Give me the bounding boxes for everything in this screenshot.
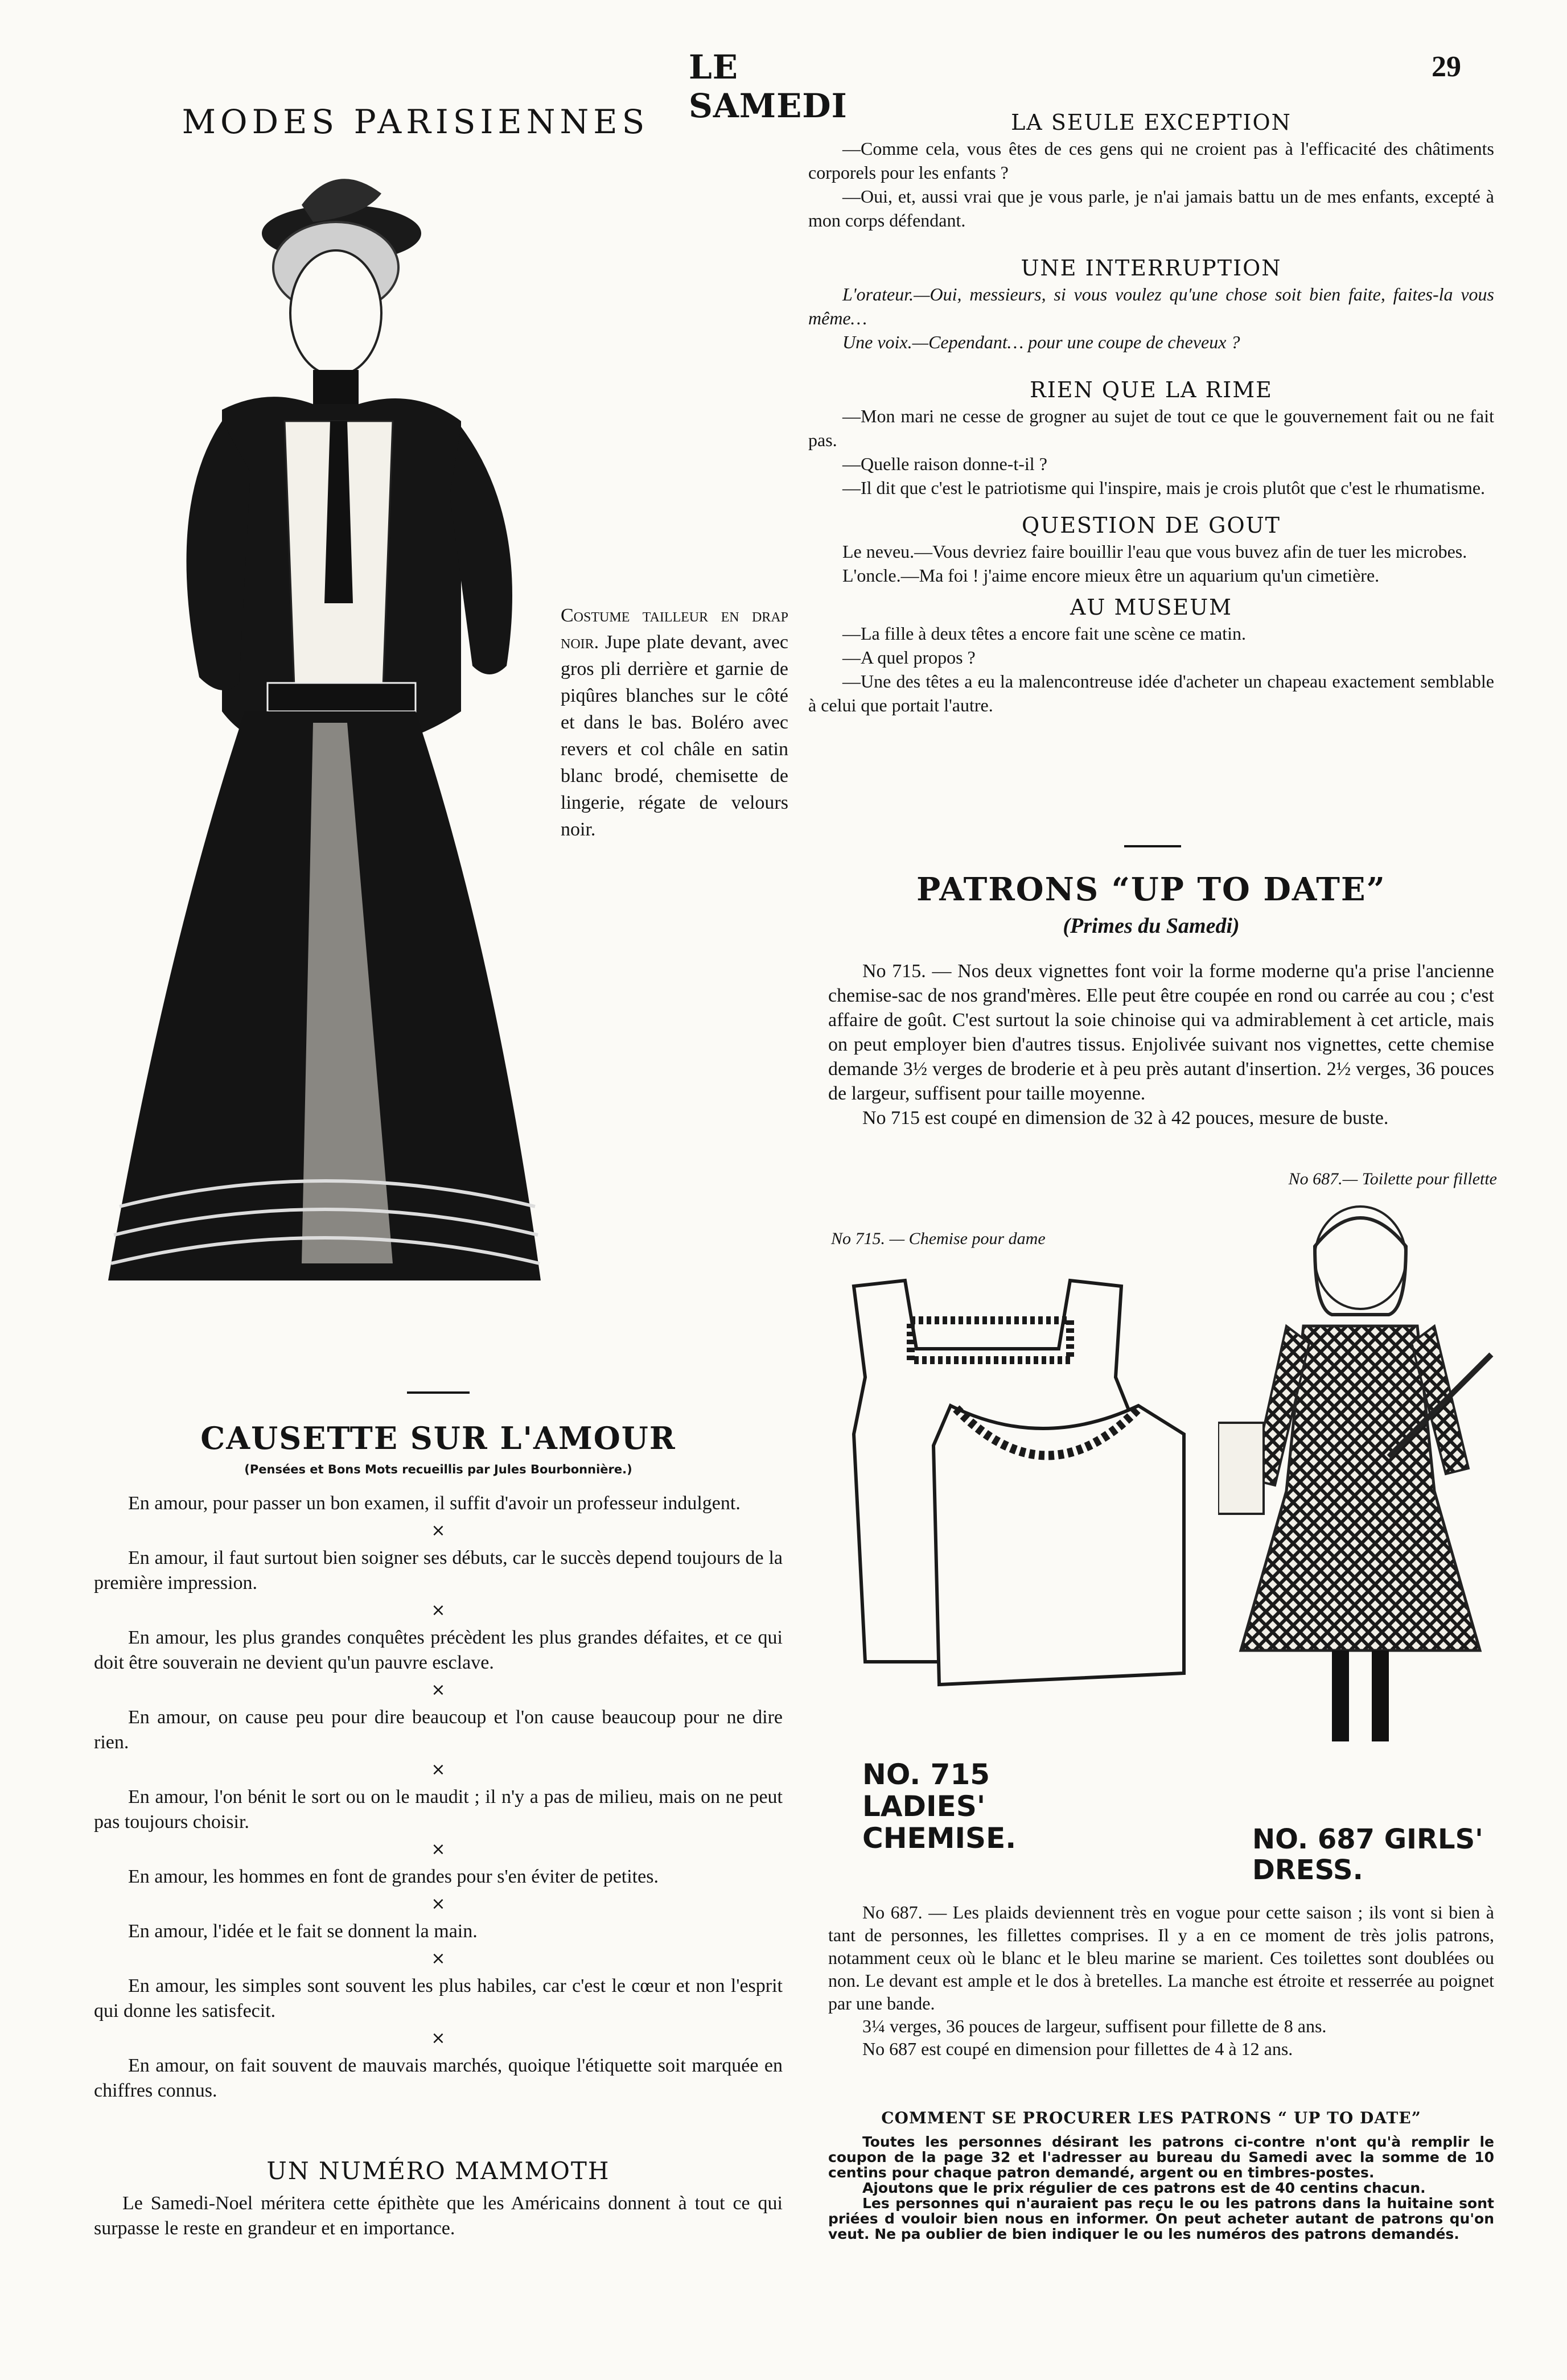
causette-item: En amour, on fait souvent de mauvais marchés, quoique l'étiquette soit marquée en chiffres connus. <box>94 2055 783 2101</box>
order-paragraph: Les personnes qui n'auraient pas reçu le ou les patrons dans la huitaine sont priées d vouloir bien nous en informer. On peut acheter autant de patrons qu'on veut. Ne pa oublier de bien indiquer le ou les numéros des patrons demandés. <box>828 2195 1494 2242</box>
causette-item: En amour, il faut surtout bien soigner ses débuts, car le succès depend toujours de la première impression. <box>94 1547 783 1593</box>
mammoth-title: UN NUMÉRO MAMMOTH <box>266 2157 610 2185</box>
patrons-paragraph: No 715 est coupé en dimension de 32 à 42 pouces, mesure de buste. <box>862 1107 1389 1129</box>
divider-rule <box>1124 845 1181 847</box>
label-687: NO. 687 GIRLS' DRESS. <box>1252 1823 1483 1886</box>
causette-item: En amour, pour passer un bon examen, il suffit d'avoir un professeur indulgent. <box>128 1493 741 1514</box>
caption-687: No 687.— Toilette pour fillette <box>1288 1170 1497 1188</box>
causette-item: En amour, l'on bénit le sort ou on le maudit ; il n'y a pas de milieu, mais on ne peut pas toujours choisir. <box>94 1786 783 1833</box>
joke-title: RIEN QUE LA RIME <box>1030 377 1273 402</box>
joke-section <box>808 376 1494 500</box>
causette-item: En amour, on cause peu pour dire beaucoup et l'on cause beaucoup pour ne dire rien. <box>94 1707 783 1753</box>
divider-rule <box>407 1391 470 1394</box>
joke-section <box>808 108 1494 232</box>
causette-body <box>94 1491 783 2103</box>
patrons-text-687 <box>828 1901 1494 2060</box>
section-title-modes: MODES PARISIENNES <box>182 102 649 141</box>
joke-paragraph: Le neveu.—Vous devriez faire bouillir l'eau que vous buvez afin de tuer les microbes. <box>842 541 1467 562</box>
fashion-illustration <box>97 154 552 1309</box>
patrons-paragraph: 3¼ verges, 36 pouces de largeur, suffisent pour fillette de 8 ans. <box>862 2016 1327 2036</box>
jokes-column <box>808 108 1494 717</box>
patrons-subtitle: (Primes du Samedi) <box>1063 914 1240 938</box>
joke-paragraph: —Une des têtes a eu la malencontreuse idée d'acheter un chapeau exactement semblable à celui que portait l'autre. <box>808 671 1494 715</box>
joke-title: AU MUSEUM <box>1070 595 1233 620</box>
patrons-paragraph: No 687 est coupé en dimension pour fillettes de 4 à 12 ans. <box>862 2039 1293 2059</box>
joke-paragraph: —A quel propos ? <box>842 647 976 668</box>
order-paragraph: Ajoutons que le prix régulier de ces patrons est de 40 centins chacun. <box>862 2180 1426 2196</box>
page-number: 29 <box>1432 51 1461 83</box>
mammoth-text: Le Samedi-Noel méritera cette épithète que les Américains donnent à tout ce qui surpasse le reste en grandeur et en importance. <box>94 2193 783 2239</box>
joke-paragraph: —Comme cela, vous êtes de ces gens qui ne croient pas à l'efficacité des châtiments corporels pour les enfants ? <box>808 138 1494 183</box>
joke-section <box>808 254 1494 354</box>
caption-lead: Costume tailleur en drap noir. <box>561 605 788 653</box>
joke-paragraph: L'orateur.—Oui, messieurs, si vous voulez qu'une chose soit bien faite, faites-la vous même… <box>808 284 1494 328</box>
separator-mark: × <box>431 1894 446 1914</box>
causette-item: En amour, les plus grandes conquêtes précèdent les plus grandes défaites, et ce qui doit être souverain ne devient qu'un pauvre esclave. <box>94 1627 783 1673</box>
joke-title: LA SEULE EXCEPTION <box>1011 110 1292 135</box>
caption-715: No 715. — Chemise pour dame <box>831 1229 1046 1248</box>
joke-section <box>808 511 1494 587</box>
separator-mark: × <box>431 1760 446 1780</box>
joke-paragraph: —Quelle raison donne-t-il ? <box>842 454 1047 474</box>
separator-mark: × <box>431 1680 446 1700</box>
joke-title: UNE INTERRUPTION <box>1021 256 1282 281</box>
joke-paragraph: Une voix.—Cependant… pour une coupe de cheveux ? <box>842 332 1240 352</box>
separator-mark: × <box>431 1949 446 1969</box>
joke-paragraph: —Mon mari ne cesse de grogner au sujet de tout ce que le gouvernement fait ou ne fait pas. <box>808 406 1494 450</box>
joke-title: QUESTION DE GOUT <box>1022 513 1281 538</box>
joke-paragraph: —Il dit que c'est le patriotisme qui l'inspire, mais je crois plutôt que c'est le rhumatisme. <box>842 477 1486 498</box>
caption-body: Jupe plate devant, avec gros pli derrière et garnie de piqûres blanches sur le côté et dans le bas. Boléro avec revers et col châle en satin blanc brodé, chemisette de lingerie, régate de velours noir. <box>561 632 789 840</box>
causette-subtitle: (Pensées et Bons Mots recueillis par Jules Bourbonnière.) <box>244 1463 632 1476</box>
girl-dress-illustration <box>1218 1195 1503 1798</box>
order-title: COMMENT SE PROCURER LES PATRONS “ UP TO DATE” <box>881 2109 1421 2127</box>
joke-paragraph: L'oncle.—Ma foi ! j'aime encore mieux être un aquarium qu'un cimetière. <box>842 565 1380 586</box>
order-instructions <box>828 2134 1494 2242</box>
separator-mark: × <box>431 1521 446 1541</box>
newspaper-title: LE SAMEDI <box>689 48 848 125</box>
patrons-title: PATRONS “UP TO DATE” <box>916 871 1386 908</box>
causette-item: En amour, l'idée et le fait se donnent la main. <box>128 1921 478 1942</box>
patrons-text-715 <box>828 959 1494 1130</box>
patrons-paragraph: No 687. — Les plaids deviennent très en vogue pour cette saison ; ils vont si bien à tant de personnes, les fillettes comprises. Il y a en ce moment de très jolis patrons, notamment ceux où le blanc et le bleu marine se marient. Ces toilettes sont doublées ou non. Le devant est ample et le dos à bretelles. La manche est étroite et resserrée au poignet par une bande. <box>828 1902 1494 2013</box>
fashion-caption <box>561 602 788 843</box>
joke-paragraph: —Oui, et, aussi vrai que je vous parle, je n'ai jamais battu un de mes enfants, excepté à mon corps défendant. <box>808 186 1494 230</box>
chemise-illustration <box>820 1263 1207 1753</box>
causette-item: En amour, les simples sont souvent les plus habiles, car c'est le cœur et non l'esprit qui donne les satisfecit. <box>94 1975 783 2021</box>
causette-title: CAUSETTE SUR L'AMOUR <box>200 1420 676 1456</box>
separator-mark: × <box>431 2028 446 2048</box>
label-715: NO. 715 LADIES' CHEMISE. <box>862 1758 1017 1855</box>
order-paragraph: Toutes les personnes désirant les patrons ci-contre n'ont qu'à remplir le coupon de la page 32 et l'adresser au bureau du Samedi avec la somme de 10 centins pour chaque patron demandé, argent ou en timbres-postes. <box>828 2134 1494 2181</box>
causette-item: En amour, les hommes en font de grandes pour s'en éviter de petites. <box>128 1866 659 1887</box>
joke-paragraph: —La fille à deux têtes a encore fait une scène ce matin. <box>842 623 1246 644</box>
joke-section <box>808 593 1494 717</box>
separator-mark: × <box>431 1839 446 1859</box>
patrons-paragraph: No 715. — Nos deux vignettes font voir la forme moderne qu'a prise l'ancienne chemise-sac de nos grand'mères. Elle peut être coupée en rond ou carrée au cou ; c'est affaire de goût. C'est surtout la soie chinoise qui va admirablement à cet article, mais on peut employer bien d'autres tissus. Enjolivée suivant nos vignettes, cette chemise demande 3½ verges de broderie et à peu près autant d'insertion. 2½ verges, 36 pouces de largeur, suffisent pour taille moyenne. <box>828 961 1494 1104</box>
separator-mark: × <box>431 1600 446 1620</box>
